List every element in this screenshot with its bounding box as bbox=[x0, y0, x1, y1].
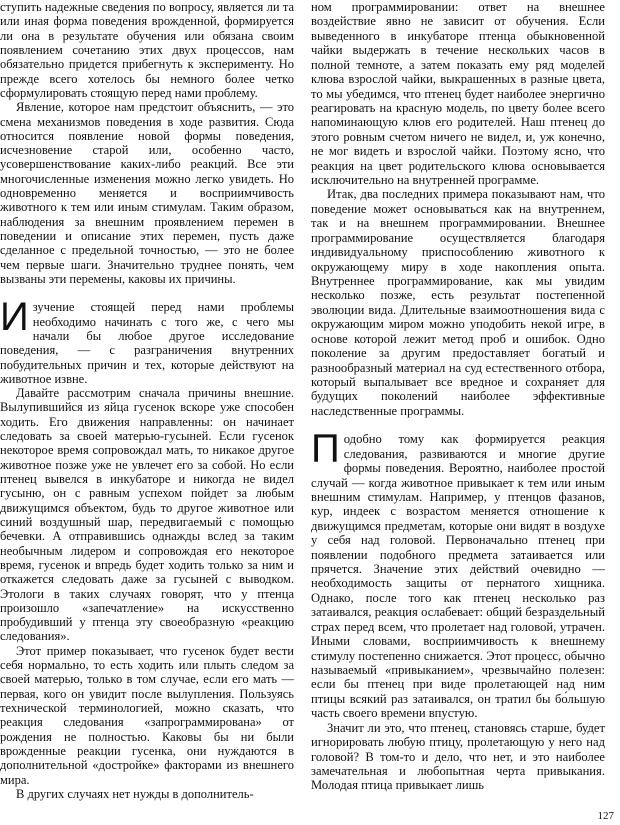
paragraph-text: одобно тому как формируется реакция следования, развиваются и многие другие формы поведения. Вероятно, наиболее простой случай — когда животное привыкает к тем или иным внешним стимулам. Например, у птенцов фазанов, кур, индеек с возрастом меняется отношение к движущимся предметам, которые они видят в воздухе у себя над головой. Первоначально птенец при появлении подобного предмета затаивается или прячется. Значение этих действий очевидно — необходимость защиты от пернатого хищника. Однако, после того как птенец несколько раз затаивался, реакция ослабевает: общий безраздельный страх перед всем, что пролетает над головой, утрачен. Иными словами, восприимчивость к внешнему стимулу постепенно снижается. Этот процесс, обычно называемый «привыканием», чрезвычайно полезен: если бы птенец при виде пролетающей над ним птицы всякий раз затаивался, он тратил бы бо́льшую часть своего времени впустую. bbox=[311, 432, 605, 721]
paragraph bbox=[311, 427, 605, 721]
drop-cap: П bbox=[311, 427, 340, 472]
page-number: 127 bbox=[597, 810, 614, 822]
paragraph bbox=[0, 295, 294, 386]
paragraph: Итак, два последних примера показывают нам, что поведение может основываться как на внутреннем, так и на внешнем программировании. Внешнее программирование осуществляется благодаря индивидуальному приспособлению животного к окружающему миру в ходе накопления опыта. Внутреннее программирование, как мы увидим несколько позже, есть результат постепенной эволюции вида. Длительные взаимоотношения вида с окружающим миром можно уподобить некой игре, в основе которой лежит метод проб и ошибок. Одно поколение за другим предоставляет богатый и разнообразный материал на суд естественного отбора, который выпалывает все вредное и сохраняет для будущих поколений наиболее эффективные наследственные программы. bbox=[311, 187, 605, 418]
paragraph: В других случаях нет нужды в дополнитель- bbox=[16, 786, 254, 801]
paragraph: ном программировании: ответ на внешнее воздействие явно не зависит от обучения. Если выведенного в инкубаторе птенца обыкновенной чайки выдержать в течение нескольких часов в полной темноте, а затем показать ему ряд моделей клюва взрослой чайки, выкрашенных в разные цвета, то мы убедимся, что птенец будет наиболее энергично реагировать на красную модель, по цвету более всего напоминающую клюв его родителей. Наш птенец до этого ровным счетом ничего не видел, и, уж конечно, не мог видеть и взрослой чайки. Поэтому ясно, что реакция на цвет родительского клюва основывается исключительно на внутренней программе. bbox=[311, 0, 605, 188]
paragraph: Значит ли это, что птенец, становясь старше, будет игнорировать любую птицу, пролетающую у него над головой? В том-то и дело, что нет, и это наиболее замечательная и любопытная черта привыкания. Молодая птица привыкает лишь bbox=[311, 720, 605, 793]
paragraph-text: зучение стоящей перед нами проблемы необходимо начинать с того же, с чего мы начали бы любое другое исследование поведения, — с разграничения внутренних побудительных причин и тех, которые действуют на животное извне. bbox=[0, 300, 294, 386]
paragraph: Этот пример показывает, что гусенок будет вести себя нормально, то есть ходить или плыть следом за своей матерью, только в том случае, если его мать — первая, кого он увидит после вылупления. Пользуясь технической терминологией, можно сказать, что реакция следования «запрограммирована» от рождения не полностью. Каковы бы ни были врожденные реакции гусенка, они нуждаются в дополнительной «достройке» факторами из внешнего мира. bbox=[0, 643, 294, 787]
paragraph: ступить надежные сведения по вопросу, является ли та или иная форма поведения врожденной, формируется ли она в результате обучения или обязана своим появлением сочетанию этих двух процессов, нам обязательно придется прибегнуть к эксперименту. Но прежде всего хотелось бы немного более четко сформулировать стоящую перед нами проблему. bbox=[0, 0, 294, 100]
drop-cap: И bbox=[0, 295, 29, 340]
right-column bbox=[311, 0, 605, 793]
paragraph: Давайте рассмотрим сначала причины внешние. Вылупившийся из яйца гусенок вскоре уже способен ходить. Его движения направленны: он начинает следовать за своей матерью-гусыней. Если гусенок некоторое время сопровождал мать, то никакое другое животное позже уже не увлечет его за собой. Но если птенец вывелся в инкубаторе и никогда не видел гусыню, он с равным успехом пойдет за любым движущимся объектом, будь то другое животное или синий воздушный шар, передвигаемый с помощью бечевки. А отправившись однажды вслед за таким необычным лидером и сопровождая его некоторое время, гусенок и впредь будет ходить только за ним и откажется следовать даже за гусыней с выводком. Этологи в таких случаях говорят, что у птенца произошло «запечатление» на искусственно пробудивший у птенца эту своеобразную «реакцию следования». bbox=[0, 386, 294, 644]
paragraph: Явление, которое нам предстоит объяснить, — это смена механизмов поведения в ходе развития. Сюда относится появление новой формы поведения, исчезновение старой или, особенно часто, усовершенствование каких-либо реакций. Все эти многочисленные изменения можно легко увидеть. Но одновременно меняется и восприимчивость животного к тем или иным стимулам. Таким образом, наблюдения за внешним проявлением перемен в поведении и описание этих перемен, пусть даже сделанное с предельной точностью, — это не более чем первые шаги. Значительно труднее понять, чем вызваны эти перемены, каковы их причины. bbox=[0, 100, 294, 286]
left-column bbox=[0, 0, 294, 801]
